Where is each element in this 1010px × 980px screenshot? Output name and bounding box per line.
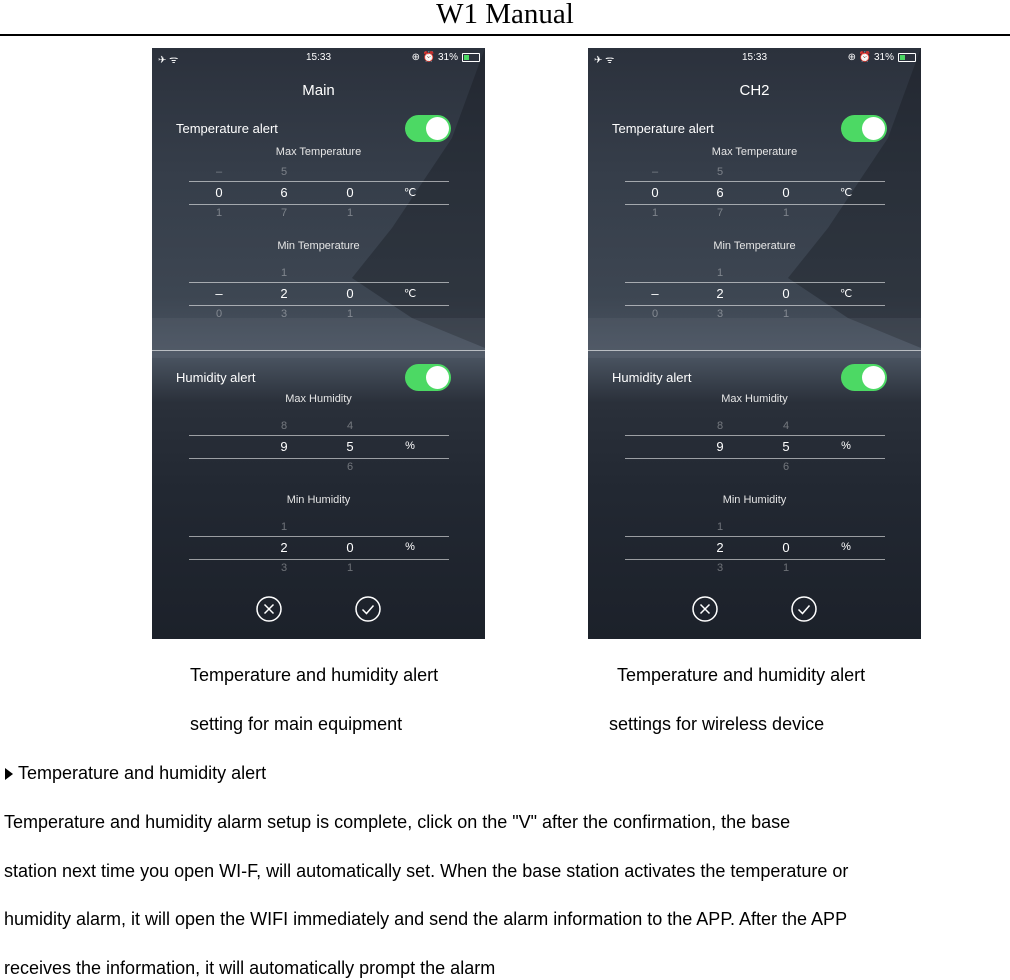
picker-value-below[interactable]: 0 bbox=[651, 308, 659, 320]
temperature-alert-label: Temperature alert bbox=[612, 121, 714, 136]
caption-right-line2: settings for wireless device bbox=[609, 714, 825, 734]
picker-value-selected[interactable]: 2 bbox=[280, 540, 288, 555]
picker-value-selected[interactable]: 2 bbox=[716, 286, 724, 301]
caption-right-line1: Temperature and humidity alert bbox=[617, 665, 866, 685]
picker-line-bottom bbox=[189, 204, 449, 205]
picker-value-above[interactable]: 1 bbox=[716, 267, 724, 279]
picker-line-top bbox=[625, 181, 885, 182]
picker-value-below[interactable]: 1 bbox=[346, 562, 354, 574]
picker-value-below[interactable]: 6 bbox=[346, 461, 354, 473]
picker-value-below[interactable]: 3 bbox=[716, 562, 724, 574]
confirm-button[interactable] bbox=[791, 596, 817, 622]
picker-value-above[interactable]: 1 bbox=[716, 521, 724, 533]
max-temperature-label: Max Temperature bbox=[711, 146, 798, 158]
picker-value-below[interactable]: 6 bbox=[782, 461, 790, 473]
picker-value-above[interactable]: 1 bbox=[280, 521, 288, 533]
picker-line-bottom bbox=[625, 305, 885, 306]
status-time: 15:33 bbox=[305, 52, 332, 63]
status-left-icons: ✈ ᯤ bbox=[594, 55, 615, 66]
picker-unit: % bbox=[841, 440, 851, 452]
picker-value-selected[interactable]: 9 bbox=[280, 439, 288, 454]
picker-value-above[interactable]: – bbox=[651, 166, 659, 178]
picker-line-bottom bbox=[189, 305, 449, 306]
caption-left-line1: Temperature and humidity alert bbox=[190, 665, 439, 685]
picker-value-selected[interactable]: 0 bbox=[346, 185, 354, 200]
picker-value-above[interactable]: 5 bbox=[280, 166, 288, 178]
picker-line-top bbox=[189, 435, 449, 436]
section-divider bbox=[152, 350, 485, 351]
triangle-right-icon bbox=[4, 767, 14, 781]
picker-value-below[interactable]: 1 bbox=[782, 562, 790, 574]
battery-icon bbox=[462, 53, 480, 62]
picker-value-selected[interactable]: 6 bbox=[280, 185, 288, 200]
picker-unit: ℃ bbox=[403, 187, 417, 199]
section-heading bbox=[4, 763, 266, 784]
picker-value-below[interactable]: 1 bbox=[346, 308, 354, 320]
picker-line-bottom bbox=[625, 559, 885, 560]
picker-line-bottom bbox=[625, 458, 885, 459]
picker-unit: ℃ bbox=[839, 187, 853, 199]
humidity-alert-label: Humidity alert bbox=[176, 370, 256, 385]
cancel-button[interactable] bbox=[256, 596, 282, 622]
status-bar bbox=[152, 52, 485, 66]
picker-line-top bbox=[625, 282, 885, 283]
status-right bbox=[412, 52, 480, 63]
picker-value-below[interactable]: 3 bbox=[280, 308, 288, 320]
picker-unit: ℃ bbox=[839, 288, 853, 300]
picker-value-below[interactable]: 1 bbox=[782, 207, 790, 219]
picker-value-selected[interactable]: 0 bbox=[215, 185, 223, 200]
picker-value-above[interactable]: 8 bbox=[280, 420, 288, 432]
status-bar bbox=[588, 52, 921, 66]
picker-line-top bbox=[625, 536, 885, 537]
picker-value-above[interactable]: 5 bbox=[716, 166, 724, 178]
picker-line-top bbox=[189, 536, 449, 537]
min-temperature-label: Min Temperature bbox=[277, 240, 360, 252]
picker-line-bottom bbox=[189, 559, 449, 560]
min-humidity-label: Min Humidity bbox=[286, 494, 351, 506]
max-humidity-label: Max Humidity bbox=[285, 393, 352, 405]
max-temperature-label: Max Temperature bbox=[275, 146, 362, 158]
picker-line-bottom bbox=[189, 458, 449, 459]
max-humidity-label: Max Humidity bbox=[721, 393, 788, 405]
picker-value-above[interactable]: 4 bbox=[782, 420, 790, 432]
picker-value-below[interactable]: 0 bbox=[215, 308, 223, 320]
humidity-alert-toggle[interactable] bbox=[405, 364, 451, 391]
picker-line-top bbox=[189, 181, 449, 182]
picker-value-selected[interactable]: – bbox=[215, 286, 223, 301]
temperature-alert-toggle[interactable] bbox=[841, 115, 887, 142]
min-humidity-label: Min Humidity bbox=[722, 494, 787, 506]
picker-value-selected[interactable]: 5 bbox=[782, 439, 790, 454]
picker-unit: % bbox=[405, 440, 415, 452]
paragraph-line-4: receives the information, it will automatically prompt the alarm bbox=[4, 958, 496, 978]
document-title: W1 Manual bbox=[436, 0, 574, 30]
confirm-button[interactable] bbox=[355, 596, 381, 622]
picker-value-selected[interactable]: 5 bbox=[346, 439, 354, 454]
status-right-text: ⊕ ⏰ 31% bbox=[411, 52, 458, 63]
phone-screenshot bbox=[152, 48, 485, 639]
cancel-button[interactable] bbox=[692, 596, 718, 622]
picker-value-selected[interactable]: 0 bbox=[782, 185, 790, 200]
picker-value-below[interactable]: 1 bbox=[215, 207, 223, 219]
screen-title: CH2 bbox=[739, 82, 770, 99]
section-divider bbox=[588, 350, 921, 351]
temperature-alert-label: Temperature alert bbox=[176, 121, 278, 136]
picker-value-selected[interactable]: 2 bbox=[716, 540, 724, 555]
picker-value-selected[interactable]: 0 bbox=[782, 286, 790, 301]
picker-line-bottom bbox=[625, 204, 885, 205]
humidity-alert-toggle[interactable] bbox=[841, 364, 887, 391]
picker-value-selected[interactable]: 0 bbox=[651, 185, 659, 200]
picker-value-below[interactable]: 3 bbox=[716, 308, 724, 320]
picker-value-below[interactable]: 1 bbox=[782, 308, 790, 320]
picker-value-selected[interactable]: 0 bbox=[782, 540, 790, 555]
picker-unit: % bbox=[841, 541, 851, 553]
status-right-text: ⊕ ⏰ 31% bbox=[847, 52, 894, 63]
picker-value-selected[interactable]: 6 bbox=[716, 185, 724, 200]
picker-value-above[interactable]: 1 bbox=[280, 267, 288, 279]
picker-value-below[interactable]: 7 bbox=[716, 207, 724, 219]
temperature-alert-toggle[interactable] bbox=[405, 115, 451, 142]
picker-value-above[interactable]: 4 bbox=[346, 420, 354, 432]
picker-value-below[interactable]: 7 bbox=[280, 207, 288, 219]
picker-value-above[interactable]: 8 bbox=[716, 420, 724, 432]
caption-left-line2: setting for main equipment bbox=[190, 714, 403, 734]
section-heading-text: Temperature and humidity alert bbox=[18, 763, 267, 783]
status-time: 15:33 bbox=[741, 52, 768, 63]
status-right bbox=[848, 52, 916, 63]
paragraph-line-2: station next time you open WI-F, will automatically set. When the base station activates the temperature or bbox=[4, 861, 849, 881]
picker-unit: % bbox=[405, 541, 415, 553]
humidity-alert-label: Humidity alert bbox=[612, 370, 692, 385]
phone-screenshot bbox=[588, 48, 921, 639]
picker-line-top bbox=[625, 435, 885, 436]
min-temperature-label: Min Temperature bbox=[713, 240, 796, 252]
picker-value-selected[interactable]: 2 bbox=[280, 286, 288, 301]
status-left-icons: ✈ ᯤ bbox=[158, 55, 179, 66]
picker-value-selected[interactable]: 0 bbox=[346, 540, 354, 555]
document-header bbox=[0, 0, 1010, 36]
picker-value-selected[interactable]: – bbox=[651, 286, 659, 301]
picker-value-selected[interactable]: 0 bbox=[346, 286, 354, 301]
battery-icon bbox=[898, 53, 916, 62]
picker-value-above[interactable]: – bbox=[215, 166, 223, 178]
picker-unit: ℃ bbox=[403, 288, 417, 300]
paragraph-line-1: Temperature and humidity alarm setup is complete, click on the "V" after the confirmation, the base bbox=[4, 812, 791, 832]
picker-value-below[interactable]: 1 bbox=[651, 207, 659, 219]
paragraph-line-3: humidity alarm, it will open the WIFI immediately and send the alarm information to the APP. After the APP bbox=[4, 909, 848, 929]
picker-value-selected[interactable]: 9 bbox=[716, 439, 724, 454]
picker-line-top bbox=[189, 282, 449, 283]
screen-title: Main bbox=[302, 82, 335, 99]
picker-value-below[interactable]: 1 bbox=[346, 207, 354, 219]
picker-value-below[interactable]: 3 bbox=[280, 562, 288, 574]
